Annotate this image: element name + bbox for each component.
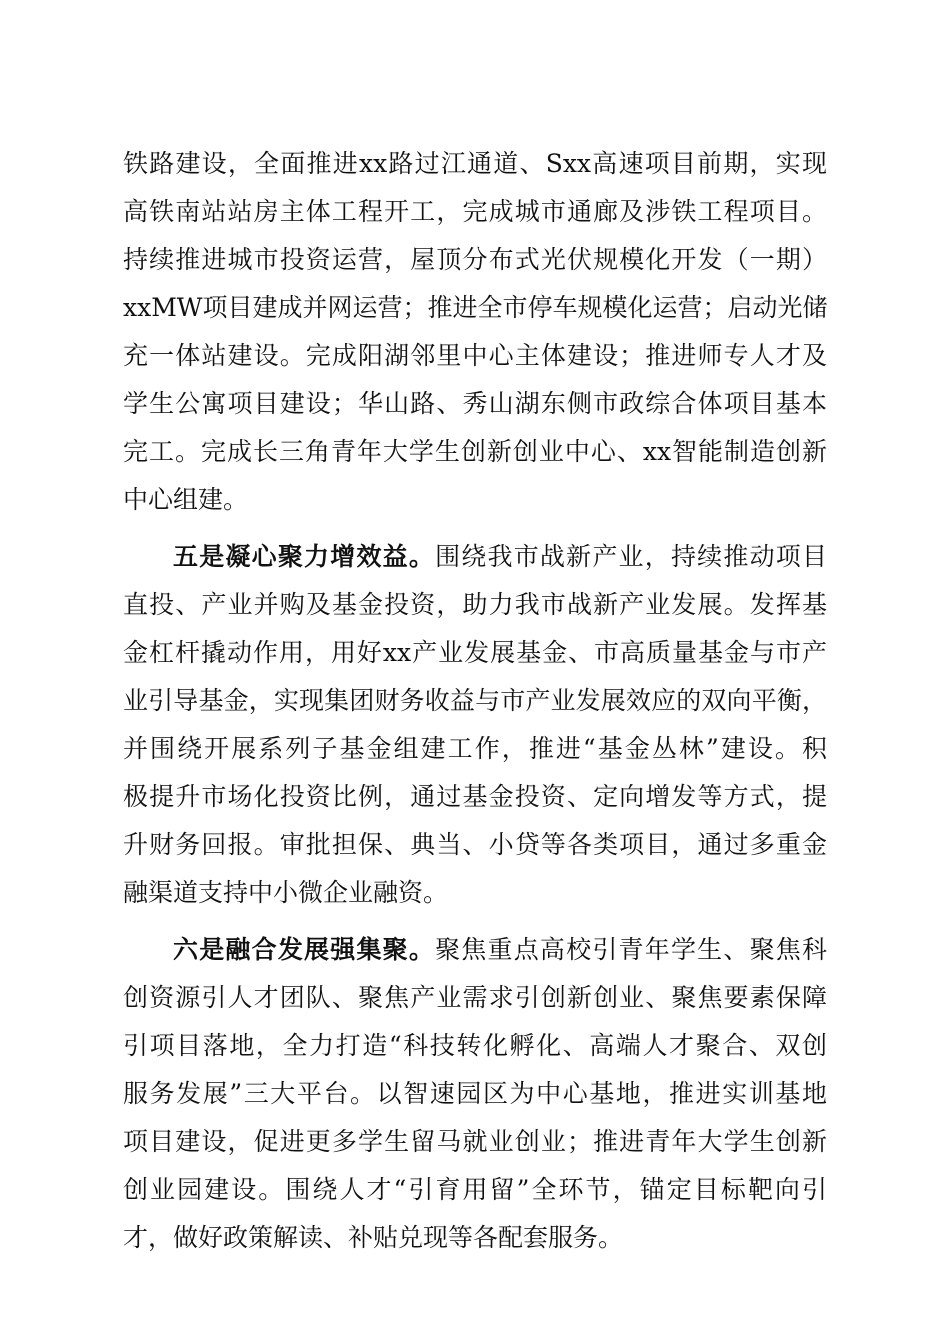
document-body xyxy=(123,140,827,1262)
text-line: 项目建设，促进更多学生留马就业创业；推进青年大学生创新 xyxy=(123,1127,827,1156)
text-line: 学生公寓项目建设；华山路、秀山湖东侧市政综合体项目基本 xyxy=(123,389,827,418)
paragraph-heading: 六是融合发展强集聚。 xyxy=(173,935,436,964)
text-line: 直投、产业并购及基金投资，助力我市战新产业发展。发挥基 xyxy=(123,590,827,619)
paragraph-heading: 五是凝心聚力增效益。 xyxy=(173,542,436,571)
text-line: xxMW项目建成并网运营；推进全市停车规模化运营；启动光储 xyxy=(123,293,827,322)
text-line: 创业园建设。围绕人才“引育用留”全环节，锚定目标靶向引 xyxy=(123,1175,827,1204)
paragraph-first-line xyxy=(123,533,827,581)
text-line: 充一体站建设。完成阳湖邻里中心主体建设；推进师专人才及 xyxy=(123,341,827,370)
text-line: 持续推进城市投资运营，屋顶分布式光伏规模化开发（一期） xyxy=(123,245,827,274)
text-line: 并围绕开展系列子基金组建工作，推进“基金丛林”建设。积 xyxy=(123,734,827,763)
text-line: 极提升市场化投资比例，通过基金投资、定向增发等方式，提 xyxy=(123,782,827,811)
paragraph-infrastructure xyxy=(123,140,827,524)
paragraph-efficiency xyxy=(123,533,827,917)
text-line: 服务发展”三大平台。以智速园区为中心基地，推进实训基地 xyxy=(123,1079,827,1108)
text-line: 中心组建。 xyxy=(123,485,249,514)
text-line: 创资源引人才团队、聚焦产业需求引创新创业、聚焦要素保障 xyxy=(123,983,827,1012)
paragraph-integration xyxy=(123,926,827,1262)
text-span: 聚焦重点高校引青年学生、聚焦科 xyxy=(435,935,827,964)
text-line: 融渠道支持中小微企业融资。 xyxy=(123,878,449,907)
text-line: 引项目落地，全力打造“科技转化孵化、高端人才聚合、双创 xyxy=(123,1031,827,1060)
text-line: 完工。完成长三角青年大学生创新创业中心、xx智能制造创新 xyxy=(123,437,827,466)
text-line: 才，做好政策解读、补贴兑现等各配套服务。 xyxy=(123,1223,624,1252)
paragraph-first-line xyxy=(123,926,827,974)
text-line: 金杠杆撬动作用，用好xx产业发展基金、市高质量基金与市产 xyxy=(123,638,827,667)
text-line: 铁路建设，全面推进xx路过江通道、Sxx高速项目前期，实现 xyxy=(123,149,827,178)
text-span: 围绕我市战新产业，持续推动项目 xyxy=(435,542,827,571)
text-line: 升财务回报。审批担保、典当、小贷等各类项目，通过多重金 xyxy=(123,830,827,859)
text-line: 业引导基金，实现集团财务收益与市产业发展效应的双向平衡， xyxy=(123,686,827,715)
text-line: 高铁南站站房主体工程开工，完成城市通廊及涉铁工程项目。 xyxy=(123,197,827,226)
